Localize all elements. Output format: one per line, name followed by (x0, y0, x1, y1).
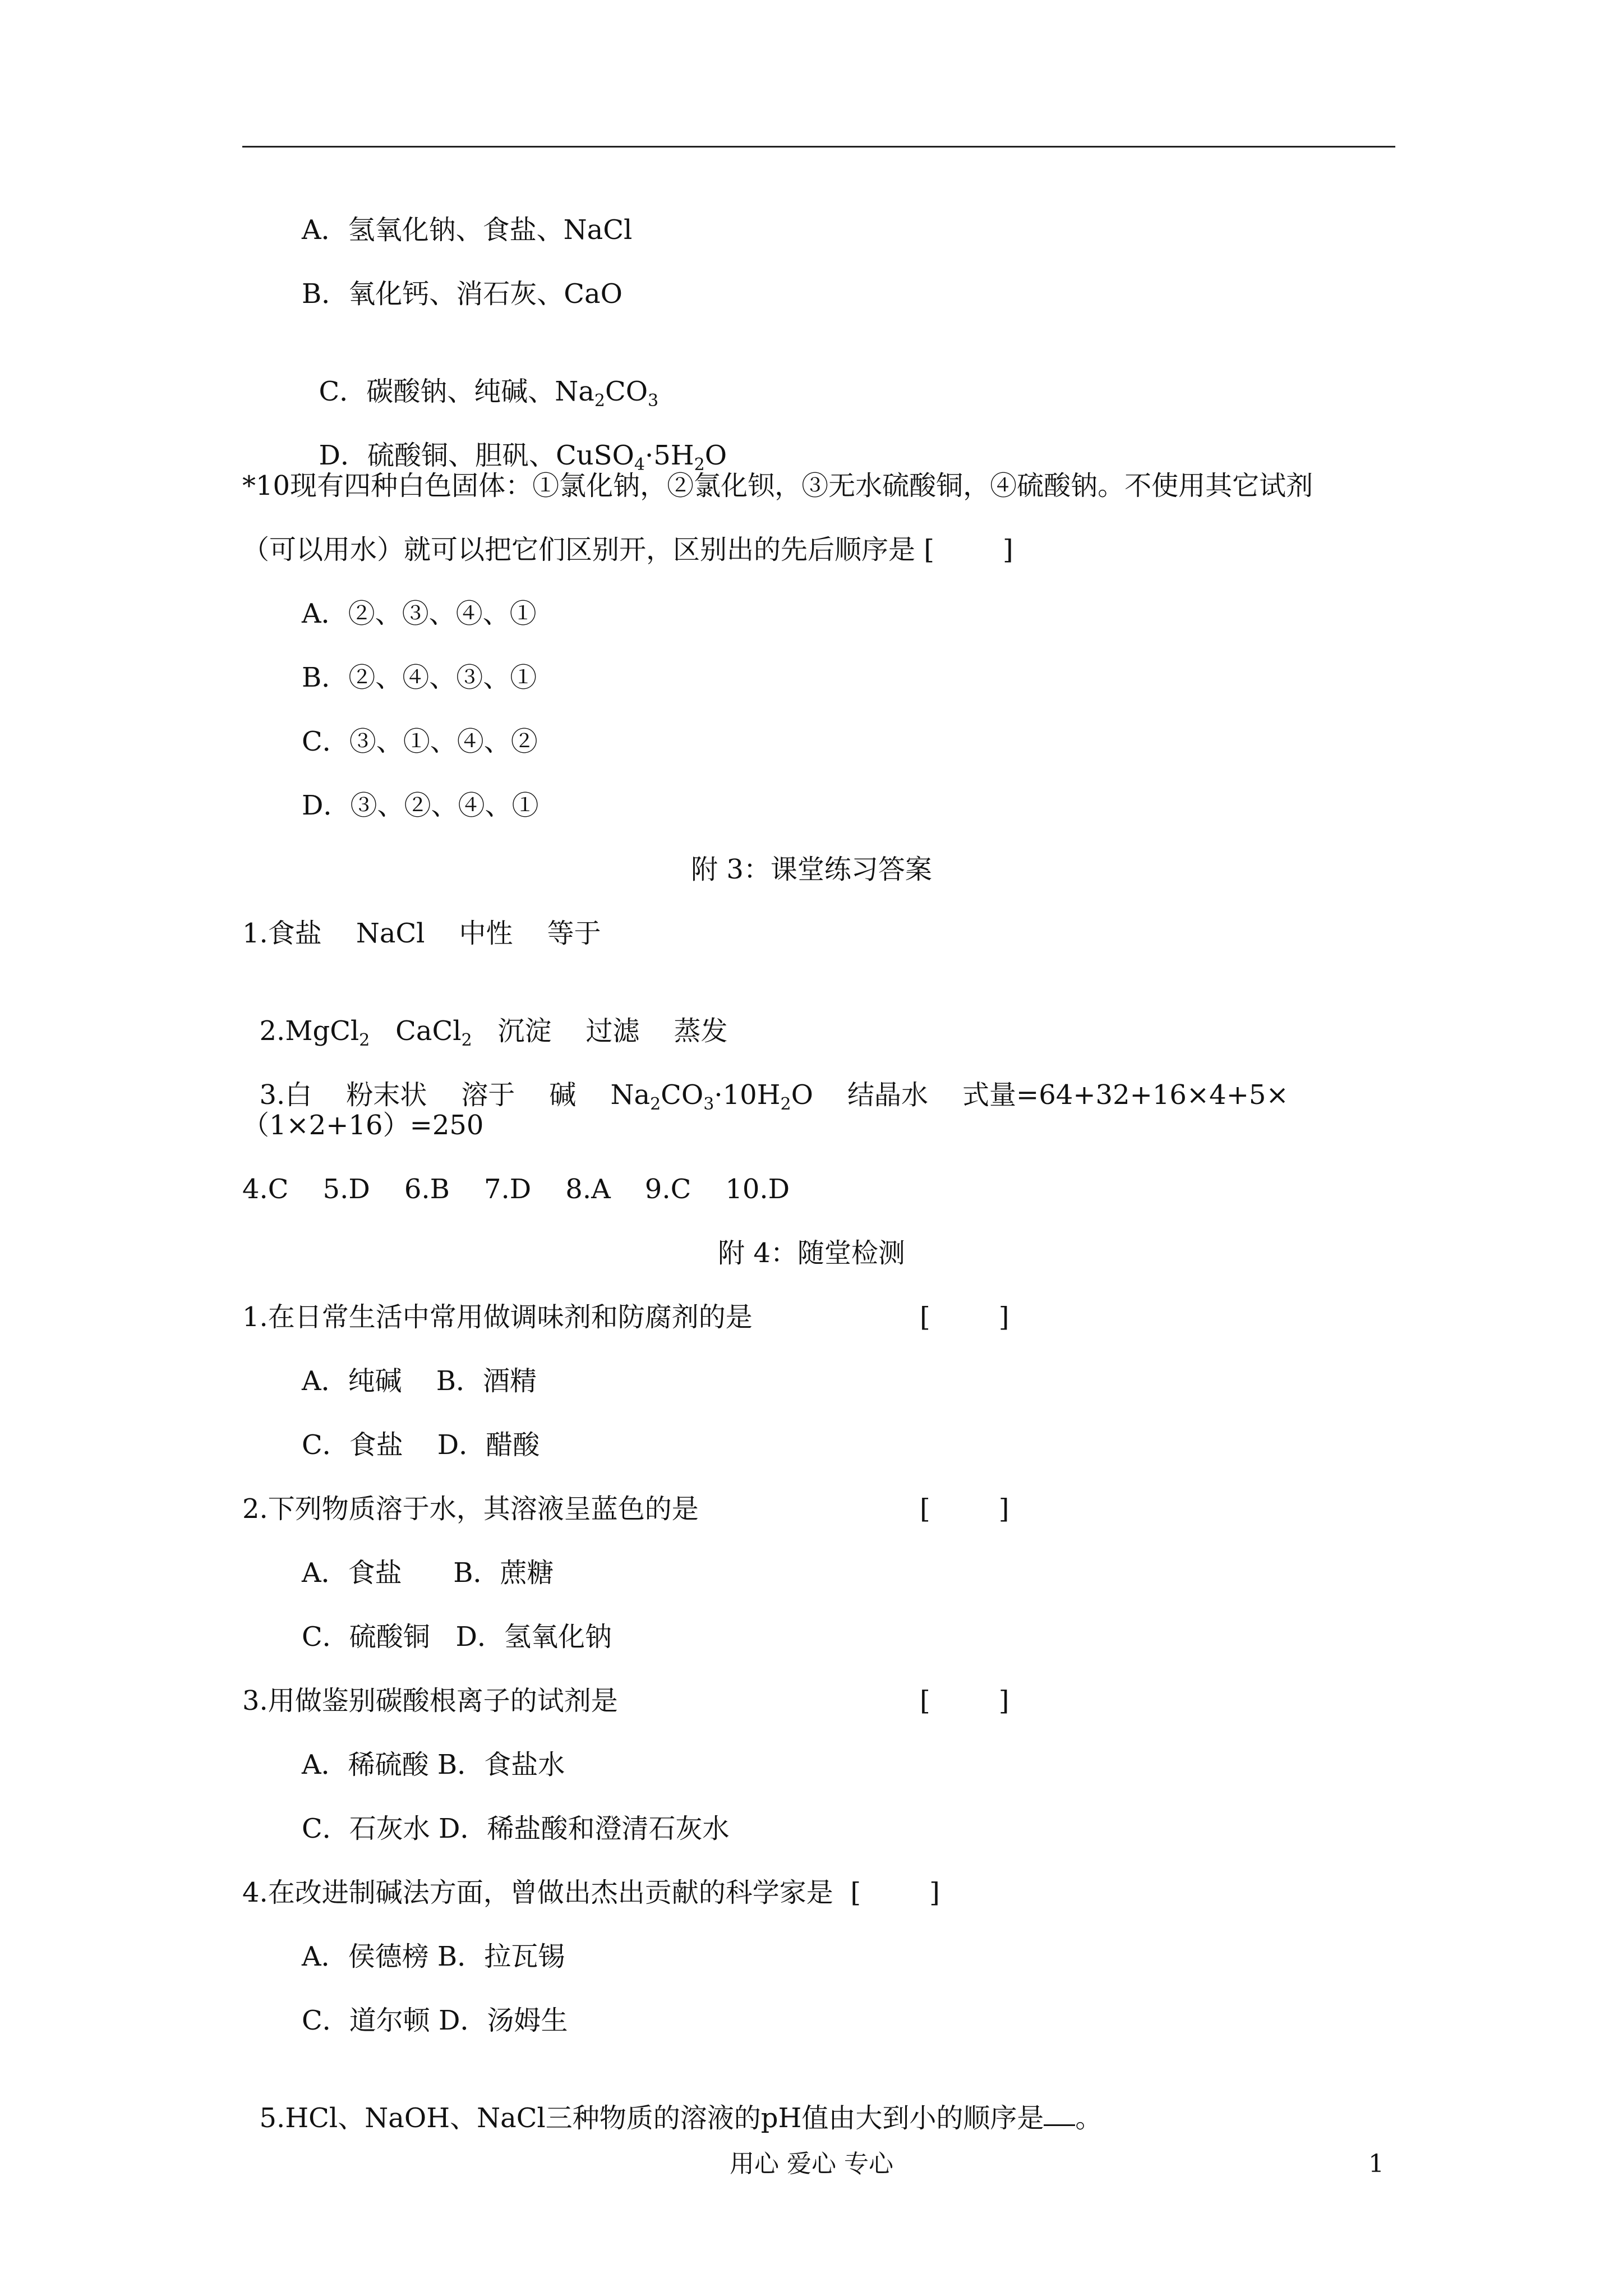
check-q4-stem: 4.在改进制碱法方面，曾做出杰出贡献的科学家是 [ ] (242, 1877, 940, 1908)
check-q3-stem: 3.用做鉴别碳酸根离子的试剂是 (242, 1685, 618, 1717)
answer-4-10: 4.C 5.D 6.B 7.D 8.A 9.C 10.D (242, 1174, 790, 1205)
appendix3-title: 附 3：课堂练习答案 (691, 854, 932, 885)
answer-blank (1044, 2124, 1075, 2126)
check-q4-options-cd: C．道尔顿 D．汤姆生 (302, 2005, 568, 2036)
q9-option-c: C．碳酸钠、纯碱、$Na_2CO_3$ (319, 376, 659, 411)
check-q2-options-cd: C．硫酸铜 D．氢氧化钠 (302, 1621, 612, 1653)
page-number: 1 (1368, 2150, 1384, 2178)
check-q1-options-cd: C．食盐 D．醋酸 (302, 1429, 540, 1461)
q10-option-b: B．②、④、③、① (302, 662, 537, 693)
q10-option-a: A．②、③、④、① (302, 598, 537, 629)
answer-3-continued: （1×2+16）=250 (242, 1110, 484, 1141)
answer-1: 1.食盐 NaCl 中性 等于 (242, 918, 601, 949)
q9-option-d: D．硫酸铜、胆矾、$CuSO_4\cdot 5H_2O$ (319, 440, 727, 475)
check-q2-bracket: [ ] (920, 1493, 1009, 1525)
check-q2-stem: 2.下列物质溶于水，其溶液呈蓝色的是 (242, 1493, 699, 1525)
check-q5-stem: 5.HCl、NaOH、NaCl三种物质的溶液的pH值由大到小的顺序是 。 (259, 2102, 1103, 2134)
check-q1-bracket: [ ] (920, 1301, 1009, 1333)
header-rule (242, 146, 1395, 148)
appendix4-title: 附 4：随堂检测 (718, 1237, 905, 1269)
check-q3-bracket: [ ] (920, 1685, 1009, 1717)
answer-2: 2.MgCl$_2$ CaCl$_2$ 沉淀 过滤 蒸发 (259, 1015, 728, 1050)
q9-option-a: A．氢氧化钠、食盐、NaCl (302, 214, 633, 246)
q10-stem-line2: （可以用水）就可以把它们区别开，区别出的先后顺序是 [ ] (242, 534, 1013, 565)
check-q3-options-cd: C．石灰水 D．稀盐酸和澄清石灰水 (302, 1813, 730, 1844)
check-q1-options-ab: A．纯碱 B．酒精 (302, 1365, 537, 1397)
q10-option-d: D．③、②、④、① (302, 790, 539, 821)
q10-option-c: C．③、①、④、② (302, 726, 538, 757)
check-q1-stem: 1.在日常生活中常用做调味剂和防腐剂的是 (242, 1301, 753, 1333)
q10-stem-line1: *10现有四种白色固体：①氯化钠，②氯化钡，③无水硫酸铜，④硫酸钠。不使用其它试剂 (242, 470, 1313, 501)
check-q2-options-ab: A．食盐 B．蔗糖 (302, 1557, 554, 1589)
q9-option-b: B．氧化钙、消石灰、CaO (302, 278, 623, 310)
footer-slogan: 用心 爱心 专心 (730, 2150, 893, 2178)
check-q3-options-ab: A．稀硫酸 B．食盐水 (302, 1749, 565, 1780)
check-q4-options-ab: A．侯德榜 B．拉瓦锡 (302, 1941, 565, 1972)
answer-3: 3.白 粉末状 溶于 碱 $Na_2CO_3\cdot 10H_2O$ 结晶水 式量=64+32+16×4+5× (259, 1079, 1289, 1114)
